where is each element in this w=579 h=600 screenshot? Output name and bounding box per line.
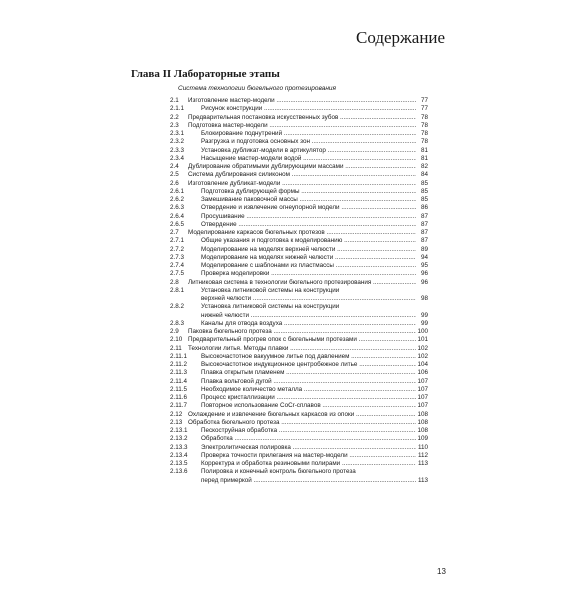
toc-entry-title: Высокочастотное индукционное центробежное литье ..... — [201, 361, 416, 369]
toc-entry — [170, 468, 428, 476]
toc-entry — [170, 122, 428, 130]
toc-entry — [170, 246, 428, 254]
toc-entry-title: Охлаждение и извлечение бюгельных каркасов из опоки ..... — [188, 411, 416, 419]
toc-entry-page: 104 — [417, 361, 428, 368]
toc-entry-title: Подготовка мастер-модели ..... — [188, 122, 416, 130]
toc-entry-title: Моделирование на моделях верхней челюсти ..... — [201, 246, 416, 254]
toc-entry-page: 95 — [420, 262, 428, 269]
toc-entry-number: 2.13.6 — [170, 468, 188, 476]
toc-entry — [170, 155, 428, 163]
toc-entry — [170, 130, 428, 138]
page-heading: Содержание — [356, 28, 446, 47]
toc-entry-page: 87 — [420, 237, 428, 245]
toc-entry-page: 78 — [420, 130, 428, 137]
toc-entry-number: 2.6.4 — [170, 212, 185, 220]
toc-entry-page: 94 — [420, 253, 428, 261]
toc-entry — [170, 114, 428, 122]
toc-entry-number: 2.8.2 — [170, 303, 185, 311]
toc-entry — [170, 320, 428, 328]
toc-entry-title: Обработка ..... — [201, 435, 416, 443]
toc-entry-title: Подготовка дублирующей формы ..... — [201, 188, 416, 196]
toc-entry-title: Повторное использование CoCr-сплавов ..... — [201, 402, 416, 410]
toc-entry-number: 2.10 — [170, 336, 183, 344]
toc-entry — [170, 171, 428, 179]
toc-entry-title: Каналы для отвода воздуха ..... — [201, 320, 416, 328]
toc-entry-number: 2.8 — [170, 278, 179, 286]
toc-entry-number: 2.3.2 — [170, 138, 185, 146]
toc-entry-number: 2.6.3 — [170, 204, 185, 212]
toc-entry-title: перед примеркой ..... — [201, 477, 416, 485]
toc-entry-page: 106 — [417, 369, 428, 377]
toc-entry-number: 2.11.1 — [170, 352, 188, 360]
toc-entry-page: 84 — [420, 171, 428, 179]
toc-entry-title: Технологии литья. Методы плавки ..... — [188, 345, 416, 353]
toc-entry-number: 2.9 — [170, 328, 179, 335]
toc-entry-title: Моделирование каркасов бюгельных протезов ..... — [188, 229, 416, 237]
toc-entry-title: Проверка точности прилегания на мастер-модели ..... — [201, 452, 416, 460]
toc-entry-page: 87 — [420, 229, 428, 236]
toc-entry — [170, 378, 428, 386]
toc-entry — [170, 460, 428, 468]
toc-entry-number: 2.6.1 — [170, 187, 185, 195]
toc-entry — [170, 213, 428, 221]
toc-entry-page: 89 — [420, 245, 428, 253]
toc-entry-page: 113 — [417, 460, 428, 467]
toc-entry-number: 2.6.5 — [170, 220, 185, 228]
toc-entry — [170, 97, 428, 105]
toc-entry-number: 2.11.3 — [170, 369, 188, 377]
toc-entry-title: Установка литниковой системы на конструкции — [201, 303, 340, 311]
toc-entry-title: Установка дубликат-модели в артикулятор ..... — [201, 147, 416, 155]
toc-entry — [170, 180, 428, 188]
toc-entry-number: 2.7.4 — [170, 262, 185, 269]
toc-entry-number: 2.7.2 — [170, 245, 185, 253]
toc-entry-number: 2.6.2 — [170, 196, 185, 203]
toc-entry — [170, 254, 428, 262]
toc-entry-page: 86 — [420, 204, 428, 212]
toc-entry-title: нижней челюсти ..... — [201, 312, 416, 320]
toc-entry — [170, 196, 428, 204]
toc-entry-title: Общие указания и подготовка к моделированию ..... — [201, 237, 416, 245]
toc-entry-page: 112 — [417, 451, 428, 459]
toc-entry-page: 81 — [420, 146, 428, 154]
toc-entry-title: Отвердение и извлечение огнеупорной модели ..... — [201, 204, 416, 212]
toc-entry — [170, 435, 428, 443]
toc-entry — [170, 369, 428, 377]
toc-entry-number: 2.13.2 — [170, 435, 188, 443]
toc-entry-number: 2.13.1 — [170, 427, 188, 434]
toc-entry-title: Плавка вольтовой дугой ..... — [201, 378, 416, 386]
toc-entry-title: Высокочастотное вакуумное литье под давлением ..... — [201, 353, 416, 361]
toc-entry-title: Рисунок конструкции ..... — [201, 105, 416, 113]
toc-entry-title: Дублирование обратимыми дублирующими массами ..... — [188, 163, 416, 171]
toc-entry-number: 2.11.2 — [170, 361, 188, 368]
toc-entry-title: верхней челюсти ..... — [201, 295, 416, 303]
toc-entry-number: 2.12 — [170, 410, 183, 418]
toc-entry-number: 2.8.1 — [170, 286, 185, 294]
toc-entry-number: 2.13.3 — [170, 443, 188, 451]
toc-entry — [170, 105, 428, 113]
toc-entry — [170, 419, 428, 427]
toc-entry-title: Предварительная постановка искусственных зубов ..... — [188, 114, 416, 122]
toc-entry-title: Разгрузка и подготовка основных зон ..... — [201, 138, 416, 146]
toc-entry-number: 2.11 — [170, 344, 182, 352]
toc-entry-title: Отвердение ..... — [201, 221, 416, 229]
toc-entry — [170, 477, 428, 485]
toc-entry — [170, 188, 428, 196]
toc-entry — [170, 345, 428, 353]
toc-entry-page: 113 — [417, 476, 428, 484]
toc-entry-page: 101 — [417, 336, 428, 344]
toc-entry-page: 77 — [420, 105, 428, 113]
toc-entry-number: 2.3.3 — [170, 146, 185, 154]
toc-entry-page: 108 — [417, 410, 428, 418]
toc-entry-page: 100 — [417, 328, 428, 335]
toc-entry-page: 99 — [420, 311, 428, 319]
toc-entry-number: 2.3.1 — [170, 130, 185, 137]
toc-entry-page: 108 — [417, 418, 428, 426]
toc-entry — [170, 147, 428, 155]
toc-entry-page: 98 — [420, 295, 428, 302]
toc-entry-page: 96 — [420, 270, 428, 278]
toc-entry-page: 78 — [420, 113, 428, 121]
toc-entry-number: 2.13 — [170, 418, 183, 426]
toc-entry-number: 2.3.4 — [170, 154, 185, 162]
toc-entry-page: 107 — [417, 377, 428, 385]
toc-entry-page: 85 — [420, 179, 428, 187]
toc-entry-number: 2.3 — [170, 121, 179, 129]
toc-entry-title: Проверка моделировки ..... — [201, 270, 416, 278]
toc-entry-page: 78 — [420, 138, 428, 146]
page-number: 13 — [437, 567, 446, 576]
toc-entry — [170, 163, 428, 171]
toc-entry-title: Моделирование на моделях нижней челюсти ..... — [201, 254, 416, 262]
toc-entry-number: 2.13.4 — [170, 451, 188, 459]
toc-entry — [170, 237, 428, 245]
toc-entry-title: Система дублирования силиконом ..... — [188, 171, 416, 179]
toc-entry — [170, 336, 428, 344]
toc-entry-number: 2.2 — [170, 113, 179, 121]
toc-entry-page: 109 — [417, 435, 428, 443]
toc-entry-page: 96 — [420, 278, 428, 286]
toc-entry — [170, 295, 428, 303]
toc-entry — [170, 204, 428, 212]
toc-entry-page: 81 — [420, 154, 428, 162]
table-of-contents — [170, 97, 428, 485]
toc-entry-number: 2.6 — [170, 179, 179, 187]
toc-entry-title: Просушивание ..... — [201, 213, 416, 221]
toc-entry-number: 2.7.3 — [170, 253, 185, 261]
toc-entry-title: Литниковая система в технологии бюгельного протезирования ..... — [188, 279, 416, 287]
toc-entry — [170, 279, 428, 287]
toc-entry-number: 2.7 — [170, 229, 179, 236]
toc-entry-number: 2.5 — [170, 171, 179, 179]
toc-entry — [170, 270, 428, 278]
toc-entry-title: Корректура и обработка резиновыми полирами ..... — [201, 460, 416, 468]
toc-entry — [170, 411, 428, 419]
toc-entry — [170, 229, 428, 237]
toc-entry — [170, 402, 428, 410]
toc-entry — [170, 427, 428, 435]
toc-entry-title: Установка литниковой системы на конструкции — [201, 286, 340, 294]
toc-entry-page: 87 — [420, 220, 428, 228]
toc-entry-title: Пескоструйная обработка ..... — [201, 427, 416, 435]
toc-entry-page: 107 — [417, 394, 428, 401]
toc-entry-number: 2.7.1 — [170, 237, 185, 245]
toc-entry-title: Изготовление дубликат-модели ..... — [188, 180, 416, 188]
toc-entry — [170, 394, 428, 402]
toc-entry-page: 77 — [420, 97, 428, 104]
toc-entry — [170, 287, 428, 295]
toc-entry-number: 2.13.5 — [170, 460, 188, 467]
toc-entry-title: Обработка бюгельного протеза ..... — [188, 419, 416, 427]
toc-entry-number: 2.11.4 — [170, 377, 188, 385]
toc-entry — [170, 221, 428, 229]
chapter-title: Глава II Лабораторные этапы — [131, 68, 280, 80]
toc-entry-page: 85 — [420, 187, 428, 195]
toc-entry-title: Полировка и конечный контроль бюгельного протеза — [201, 468, 356, 476]
toc-entry — [170, 312, 428, 320]
toc-entry-page: 108 — [417, 427, 428, 434]
toc-entry-page: 87 — [420, 212, 428, 220]
toc-entry-title: Процесс кристаллизации ..... — [201, 394, 416, 402]
toc-entry-page: 85 — [420, 196, 428, 203]
toc-entry — [170, 353, 428, 361]
toc-entry-title: Паковка бюгельного протеза ..... — [188, 328, 416, 336]
toc-entry-title: Электролитическая полировка ..... — [201, 444, 416, 452]
toc-entry-title: Замешивание паковочной массы ..... — [201, 196, 416, 204]
toc-entry-number: 2.1 — [170, 97, 179, 104]
toc-entry — [170, 328, 428, 336]
toc-entry-number: 2.11.6 — [170, 394, 188, 401]
toc-entry — [170, 452, 428, 460]
toc-entry-page: 78 — [420, 121, 428, 129]
toc-entry — [170, 386, 428, 394]
toc-entry — [170, 361, 428, 369]
toc-entry-number: 2.4 — [170, 163, 179, 170]
toc-entry-title: Изготовление мастер-модели ..... — [188, 97, 416, 105]
toc-entry-number: 2.7.5 — [170, 270, 185, 278]
toc-entry-title: Насыщение мастер-модели водой ..... — [201, 155, 416, 163]
toc-entry-page: 82 — [420, 163, 428, 170]
toc-entry — [170, 262, 428, 270]
toc-entry-title: Необходимое количество металла ..... — [201, 386, 416, 394]
toc-entry-number: 2.11.5 — [170, 385, 188, 393]
toc-entry-title: Моделирование с шаблонами из пластмассы ..... — [201, 262, 416, 270]
toc-entry-title: Предварительный прогрев опок с бюгельными протезами ..... — [188, 336, 416, 344]
toc-entry — [170, 303, 428, 311]
toc-entry-page: 110 — [417, 443, 428, 451]
toc-entry-page: 107 — [417, 385, 428, 393]
toc-entry — [170, 138, 428, 146]
toc-entry-page: 102 — [417, 344, 428, 352]
section-subtitle: Система технологии бюгельного протезирования — [178, 85, 337, 92]
toc-entry-page: 107 — [417, 402, 428, 410]
toc-entry-title: Плавка открытым пламенем ..... — [201, 369, 416, 377]
toc-entry — [170, 444, 428, 452]
toc-entry-title: Блокирование поднутрений ..... — [201, 130, 416, 138]
toc-entry-page: 99 — [420, 319, 428, 327]
toc-entry-page: 102 — [417, 352, 428, 360]
toc-entry-number: 2.8.3 — [170, 319, 185, 327]
toc-entry-number: 2.1.1 — [170, 105, 185, 113]
toc-entry-number: 2.11.7 — [170, 402, 188, 410]
